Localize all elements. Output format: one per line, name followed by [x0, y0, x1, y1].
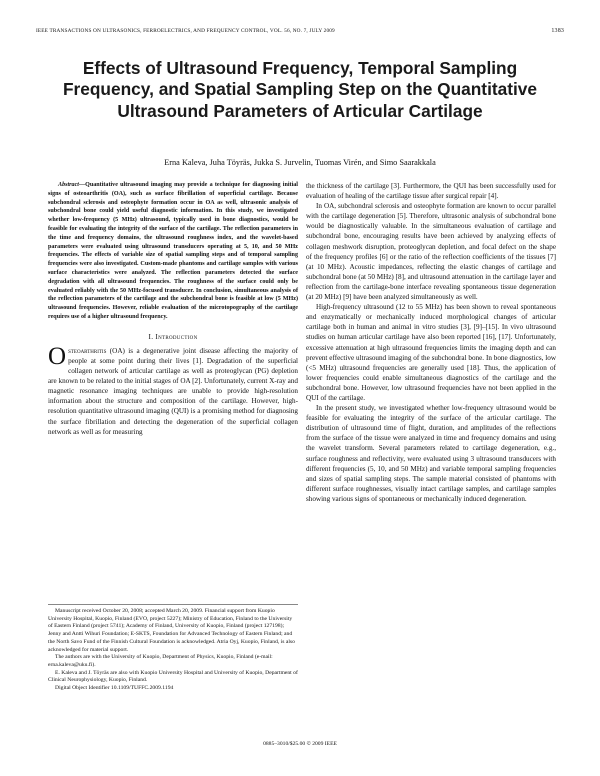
drop-cap: O: [48, 342, 67, 370]
journal-name: IEEE TRANSACTIONS ON ULTRASONICS, FERROELECTRICS, AND FREQUENCY CONTROL, VOL. 56, NO. 7, JULY 2009: [36, 28, 335, 34]
right-column: [306, 181, 556, 504]
footnotes: [48, 604, 298, 693]
copyright-line: [0, 741, 600, 747]
intro-text: (OA) is a degenerative joint disease affecting the majority of people at some point during their lives [1]. Degradation of the superficial collagen network of articular cartilage as well as proteoglycan (PG) depletion are known to be related to the initial stages of OA [2]. Unfortunately, current X-ray and magnetic resonance imaging techniques are unable to provide high-resolution information about the structure and composition of the cartilage. However, high-resolution quantitative ultrasound imaging (QUI) is a promising method for diagnosing the surface fibrillation and detecting the degeneration of the superficial collagen network as well as for measuring: [48, 346, 298, 436]
paper-title: Effects of Ultrasound Frequency, Temporal Sampling Frequency, and Spatial Sampling Step on the Quantitative Ultrasound Parameters of Articular Cartilage: [62, 58, 538, 121]
abstract: [48, 181, 298, 322]
paragraph: In the present study, we investigated whether low-frequency ultrasound would be feasible for evaluating the integrity of the surface of the articular cartilage. The distribution of ultrasound time of flight, duration, and amplitudes of the reflections from the surface of the tissue were analyzed in time and frequency domains and using the wavelet transform. Several parameters related to cartilage degeneration, e.g., surface roughness and reflectivity, were evaluated using 3 ultrasound transducers with different frequencies (5, 10, and 50 MHz) and variable temporal sampling frequencies and sizes of spatial sampling steps. The sample material consisted of phantoms with different surface roughnesses, visually intact cartilage samples, and cartilage samples showing various signs of spontaneous or mechanically induced degeneration.: [306, 404, 556, 503]
paragraph: the thickness of the cartilage [3]. Furthermore, the QUI has been successfully used for evaluation of healing of the cartilage tissue after surgical repair [4].: [306, 182, 556, 201]
running-header: [36, 28, 564, 38]
section-heading: I. Introduction: [148, 332, 198, 341]
abstract-text: —Quantitative ultrasound imaging may provide a technique for diagnosing initial signs of osteoarthritis (OA), such as surface fibrillation of superficial cartilage. Because subchondral sclerosis and osteophyte formation occur in OA as well, ultrasonic analysis of subchondral bone could yield useful diagnostic information. In this study, we investigated whether low-frequency (5 MHz) ultrasound, typically used in bone diagnostics, would be feasible for evaluating the integrity of the surface of the cartilage. The reflection parameters in the time and frequency domains, the ultrasound roughness index, and the wavelet-based parameters were evaluated using ultrasound transducers operating at 5, 10, and 50 MHz frequencies. The effects of variable size of spatial sampling steps and of temporal sampling frequencies were also investigated. Custom-made phantoms and cartilage samples with various surface characteristics were analyzed. The reflection parameters detected the surface degradation with all ultrasound frequencies. The roughness of the surface could only be evaluated reliably with the 50 MHz-focused transducer. In conclusion, simultaneous analysis of the reflection parameters of the cartilage and the subchondral bone is feasible at low (5 MHz) ultrasound frequencies. However, reliable evaluation of the microtopography of the cartilage requires use of a higher ultrasound frequency.: [48, 182, 298, 320]
paragraph: In OA, subchondral sclerosis and osteophyte formation are known to occur parallel with the cartilage degeneration [5]. Therefore, ultrasonic analysis of subchondral bone would be diagnostically valuable. In the simultaneous evaluation of cartilage and subchondral bone, encouraging results have been achieved by analyzing effects of collagen meshwork disruption, proteoglycan depletion, and focal defect on the shape of the frequency profiles [6] or the ratio of the reflection coefficients of the tissues [7] (at 10 MHz). Acoustic impedances, reflecting the elastic changes of cartilage and subchondral bone (at 50 MHz) [8], and ultrasound attenuation in the cartilage layer and reflection from the cartilage-bone interface revealing spontaneous tissue degeneration (at 20 MHz) [9] have been analyzed simultaneously as well.: [306, 202, 556, 302]
footnote-affiliation: The authors are with the University of Kuopio, Department of Physics, Kuopio, Finland (e-mail: erna.kaleva@uku.fi).: [48, 654, 273, 668]
footnote-affiliation-2: E. Kaleva and J. Töyräs are also with Kuopio University Hospital and University of Kuopio, Department of Clinical Neurophysiology, Kuopio, Finland.: [48, 669, 298, 684]
intro-lead-word: steoarthritis: [68, 346, 107, 355]
author-list: Erna Kaleva, Juha Töyräs, Jukka S. Jurvelin, Tuomas Virén, and Simo Saarakkala: [164, 158, 436, 167]
footnote-doi: Digital Object Identifier 10.1109/TUFFC.2009.1194: [55, 685, 174, 692]
paragraph: High-frequency ultrasound (12 to 55 MHz) has been shown to reveal spontaneous and enzymatically or mechanically induced morphological changes of articular cartilage both in human and animal in vitro studies [3], [9]–[15]. In vivo ultrasound studies on human articular cartilage have also been reported [16], [17]. Unfortunately, excessive attenuation at high ultrasound frequencies limits the imaging depth and can prevent effective ultrasound imaging of the subchondral bone. In bone diagnostics, low (<5 MHz) ultrasound frequencies are generally used [18]. Thus, the application of lower frequencies could enable simultaneous diagnostics of the cartilage and the subchondral bone. However, low ultrasound frequencies have not been applied in the QUI of the cartilage.: [306, 303, 556, 402]
abstract-label: Abstract: [58, 182, 79, 188]
footnote-funding: Manuscript received October 20, 2008; accepted March 20, 2009. Financial support from Kuopio University Hospital, Kuopio, Finland (EVO, project 5227); Ministry of Education, Finland to the University of Eastern Finland (project 5741); Academy of Finland, University of Kuopio, Finland (project 127198); Jenny and Antti Wihuri Foundation; E-SKTS, Foundation for Advanced Technology of Eastern Finland; and the North Savo Fund of the Finnish Cultural Foundation is acknowledged. Atria Oyj, Kuopio, Finland, is also acknowledged for material support.: [48, 608, 295, 653]
copyright-text: 0885–3010/$25.00 © 2009 IEEE: [263, 741, 337, 747]
left-column: [48, 181, 298, 437]
page-number: 1383: [551, 28, 564, 34]
intro-paragraph: [48, 342, 298, 437]
